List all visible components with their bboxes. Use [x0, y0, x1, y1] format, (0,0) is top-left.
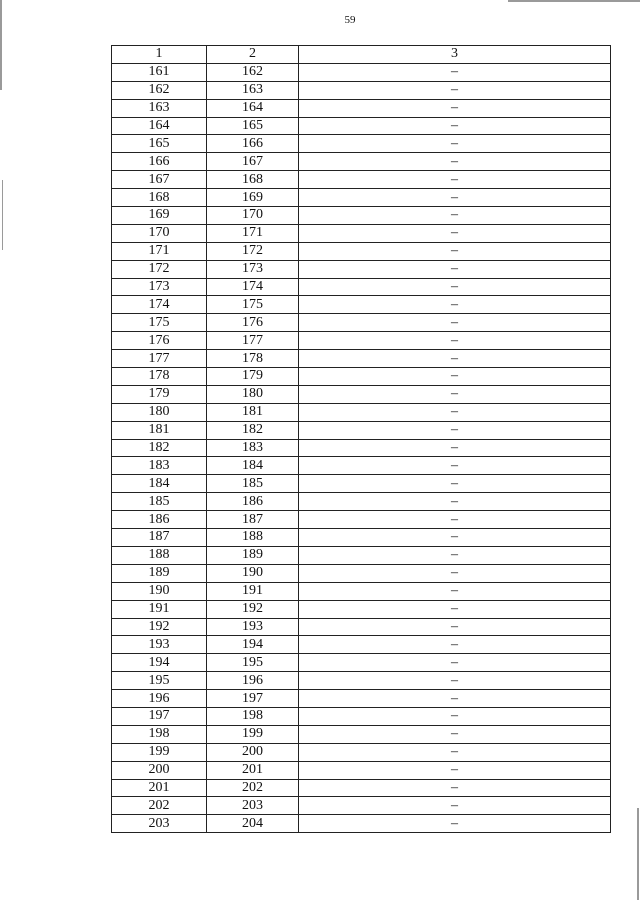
table-cell-col-2: 200	[207, 743, 299, 761]
table-cell-col-1: 203	[112, 815, 207, 833]
table-cell-col-3: –	[299, 779, 611, 797]
table-cell-col-3: –	[299, 707, 611, 725]
table-cell-col-3: –	[299, 672, 611, 690]
table-cell-col-2: 174	[207, 278, 299, 296]
table-cell-col-2: 179	[207, 368, 299, 386]
table-cell-col-2: 175	[207, 296, 299, 314]
table-cell-col-1: 202	[112, 797, 207, 815]
table-cell-col-3: –	[299, 743, 611, 761]
table-cell-col-1: 165	[112, 135, 207, 153]
table-cell-col-2: 193	[207, 618, 299, 636]
table-row	[112, 690, 611, 708]
table-cell-col-2: 198	[207, 707, 299, 725]
table-cell-col-3: –	[299, 135, 611, 153]
table-cell-col-1: 176	[112, 332, 207, 350]
table-cell-col-1: 167	[112, 171, 207, 189]
table-row	[112, 224, 611, 242]
page-number: 59	[344, 14, 356, 26]
table-cell-col-1: 175	[112, 314, 207, 332]
table-cell-col-1: 170	[112, 224, 207, 242]
table-cell-col-2: 168	[207, 171, 299, 189]
table-cell-col-2: 172	[207, 242, 299, 260]
table-cell-col-2: 165	[207, 117, 299, 135]
table-row	[112, 385, 611, 403]
column-header-1: 1	[112, 46, 207, 64]
table-cell-col-2: 169	[207, 189, 299, 207]
table-cell-col-2: 204	[207, 815, 299, 833]
table-cell-col-3: –	[299, 63, 611, 81]
table-cell-col-2: 195	[207, 654, 299, 672]
table-row	[112, 439, 611, 457]
table-cell-col-1: 196	[112, 690, 207, 708]
table-cell-col-2: 180	[207, 385, 299, 403]
table-cell-col-3: –	[299, 385, 611, 403]
table-row	[112, 260, 611, 278]
table-row	[112, 153, 611, 171]
table-row	[112, 332, 611, 350]
table-row	[112, 618, 611, 636]
table-row	[112, 582, 611, 600]
table-row	[112, 421, 611, 439]
table-cell-col-1: 182	[112, 439, 207, 457]
scan-edge-mark-left-lower	[2, 180, 3, 250]
table-row	[112, 564, 611, 582]
table-cell-col-3: –	[299, 618, 611, 636]
table-row	[112, 189, 611, 207]
table-row	[112, 81, 611, 99]
table-cell-col-1: 192	[112, 618, 207, 636]
table-cell-col-1: 194	[112, 654, 207, 672]
table-cell-col-1: 189	[112, 564, 207, 582]
table-cell-col-1: 185	[112, 493, 207, 511]
table-cell-col-2: 199	[207, 725, 299, 743]
table-cell-col-3: –	[299, 529, 611, 547]
table-cell-col-1: 187	[112, 529, 207, 547]
table-cell-col-1: 195	[112, 672, 207, 690]
table-cell-col-3: –	[299, 654, 611, 672]
table-row	[112, 600, 611, 618]
table-cell-col-2: 197	[207, 690, 299, 708]
table-cell-col-1: 161	[112, 63, 207, 81]
table-cell-col-1: 178	[112, 368, 207, 386]
table-cell-col-1: 174	[112, 296, 207, 314]
table-cell-col-3: –	[299, 242, 611, 260]
table-row	[112, 278, 611, 296]
table-row	[112, 493, 611, 511]
table-cell-col-3: –	[299, 582, 611, 600]
table-cell-col-2: 164	[207, 99, 299, 117]
table-cell-col-1: 191	[112, 600, 207, 618]
table-cell-col-2: 162	[207, 63, 299, 81]
table-row	[112, 725, 611, 743]
table-cell-col-3: –	[299, 493, 611, 511]
table-row	[112, 457, 611, 475]
table-cell-col-3: –	[299, 171, 611, 189]
table-row	[112, 511, 611, 529]
table-cell-col-2: 194	[207, 636, 299, 654]
table-row	[112, 63, 611, 81]
table-cell-col-3: –	[299, 421, 611, 439]
table-cell-col-3: –	[299, 207, 611, 225]
table-cell-col-2: 191	[207, 582, 299, 600]
table-cell-col-1: 184	[112, 475, 207, 493]
table-cell-col-1: 188	[112, 546, 207, 564]
table-row	[112, 761, 611, 779]
table-cell-col-1: 197	[112, 707, 207, 725]
table-cell-col-2: 166	[207, 135, 299, 153]
table-cell-col-1: 164	[112, 117, 207, 135]
table-cell-col-1: 163	[112, 99, 207, 117]
table-row	[112, 403, 611, 421]
table-cell-col-3: –	[299, 636, 611, 654]
table-cell-col-2: 187	[207, 511, 299, 529]
table-row	[112, 475, 611, 493]
scan-edge-mark-top	[508, 0, 640, 2]
table-cell-col-3: –	[299, 457, 611, 475]
table-row	[112, 529, 611, 547]
table-cell-col-1: 186	[112, 511, 207, 529]
table-cell-col-3: –	[299, 153, 611, 171]
table-cell-col-2: 192	[207, 600, 299, 618]
table-row	[112, 654, 611, 672]
table-cell-col-2: 178	[207, 350, 299, 368]
table-cell-col-3: –	[299, 314, 611, 332]
table-cell-col-2: 186	[207, 493, 299, 511]
table-row	[112, 636, 611, 654]
table-row	[112, 779, 611, 797]
table-cell-col-1: 168	[112, 189, 207, 207]
table-cell-col-3: –	[299, 600, 611, 618]
table-cell-col-2: 183	[207, 439, 299, 457]
table-cell-col-2: 170	[207, 207, 299, 225]
table-cell-col-3: –	[299, 797, 611, 815]
table-row	[112, 815, 611, 833]
table-cell-col-3: –	[299, 224, 611, 242]
table-body	[112, 63, 611, 832]
table-cell-col-2: 203	[207, 797, 299, 815]
table-cell-col-1: 172	[112, 260, 207, 278]
table-cell-col-2: 173	[207, 260, 299, 278]
table-cell-col-3: –	[299, 725, 611, 743]
table-cell-col-3: –	[299, 439, 611, 457]
scan-edge-mark-right	[637, 808, 639, 900]
table-row	[112, 797, 611, 815]
table-cell-col-2: 176	[207, 314, 299, 332]
table-cell-col-3: –	[299, 564, 611, 582]
table-cell-col-2: 202	[207, 779, 299, 797]
table-cell-col-3: –	[299, 403, 611, 421]
table-row	[112, 743, 611, 761]
table-cell-col-3: –	[299, 332, 611, 350]
table-cell-col-3: –	[299, 511, 611, 529]
table-row	[112, 99, 611, 117]
table-cell-col-3: –	[299, 815, 611, 833]
table-row	[112, 207, 611, 225]
table-row	[112, 117, 611, 135]
column-header-3: 3	[299, 46, 611, 64]
table-cell-col-2: 171	[207, 224, 299, 242]
table-cell-col-1: 183	[112, 457, 207, 475]
table-row	[112, 672, 611, 690]
table-row	[112, 242, 611, 260]
scan-edge-mark-left	[0, 0, 2, 90]
table-cell-col-2: 167	[207, 153, 299, 171]
table-cell-col-1: 173	[112, 278, 207, 296]
table-cell-col-2: 190	[207, 564, 299, 582]
table-cell-col-1: 199	[112, 743, 207, 761]
table-cell-col-2: 177	[207, 332, 299, 350]
table-cell-col-2: 196	[207, 672, 299, 690]
table-cell-col-1: 201	[112, 779, 207, 797]
table-cell-col-1: 190	[112, 582, 207, 600]
table-row	[112, 314, 611, 332]
table-cell-col-1: 166	[112, 153, 207, 171]
table-cell-col-3: –	[299, 117, 611, 135]
table-cell-col-2: 182	[207, 421, 299, 439]
table-cell-col-2: 201	[207, 761, 299, 779]
table-row	[112, 707, 611, 725]
table-cell-col-1: 193	[112, 636, 207, 654]
table-cell-col-2: 185	[207, 475, 299, 493]
table-cell-col-3: –	[299, 690, 611, 708]
table-cell-col-1: 162	[112, 81, 207, 99]
table-row	[112, 135, 611, 153]
table-row	[112, 368, 611, 386]
table-cell-col-1: 177	[112, 350, 207, 368]
table-cell-col-1: 180	[112, 403, 207, 421]
column-header-2: 2	[207, 46, 299, 64]
table-header-row	[112, 46, 611, 64]
table-row	[112, 296, 611, 314]
table-cell-col-2: 188	[207, 529, 299, 547]
table-cell-col-2: 163	[207, 81, 299, 99]
table-cell-col-3: –	[299, 99, 611, 117]
table-cell-col-3: –	[299, 278, 611, 296]
table-cell-col-3: –	[299, 260, 611, 278]
table-row	[112, 171, 611, 189]
table-cell-col-2: 184	[207, 457, 299, 475]
table-cell-col-3: –	[299, 296, 611, 314]
table-row	[112, 546, 611, 564]
table-cell-col-1: 179	[112, 385, 207, 403]
data-table-container	[111, 45, 611, 833]
table-cell-col-3: –	[299, 475, 611, 493]
table-cell-col-3: –	[299, 761, 611, 779]
data-table	[111, 45, 611, 833]
table-cell-col-1: 169	[112, 207, 207, 225]
table-cell-col-3: –	[299, 189, 611, 207]
table-cell-col-1: 200	[112, 761, 207, 779]
table-cell-col-3: –	[299, 350, 611, 368]
table-cell-col-1: 181	[112, 421, 207, 439]
table-cell-col-3: –	[299, 368, 611, 386]
table-cell-col-3: –	[299, 81, 611, 99]
table-cell-col-1: 198	[112, 725, 207, 743]
table-cell-col-2: 189	[207, 546, 299, 564]
table-cell-col-1: 171	[112, 242, 207, 260]
table-cell-col-2: 181	[207, 403, 299, 421]
table-row	[112, 350, 611, 368]
table-cell-col-3: –	[299, 546, 611, 564]
